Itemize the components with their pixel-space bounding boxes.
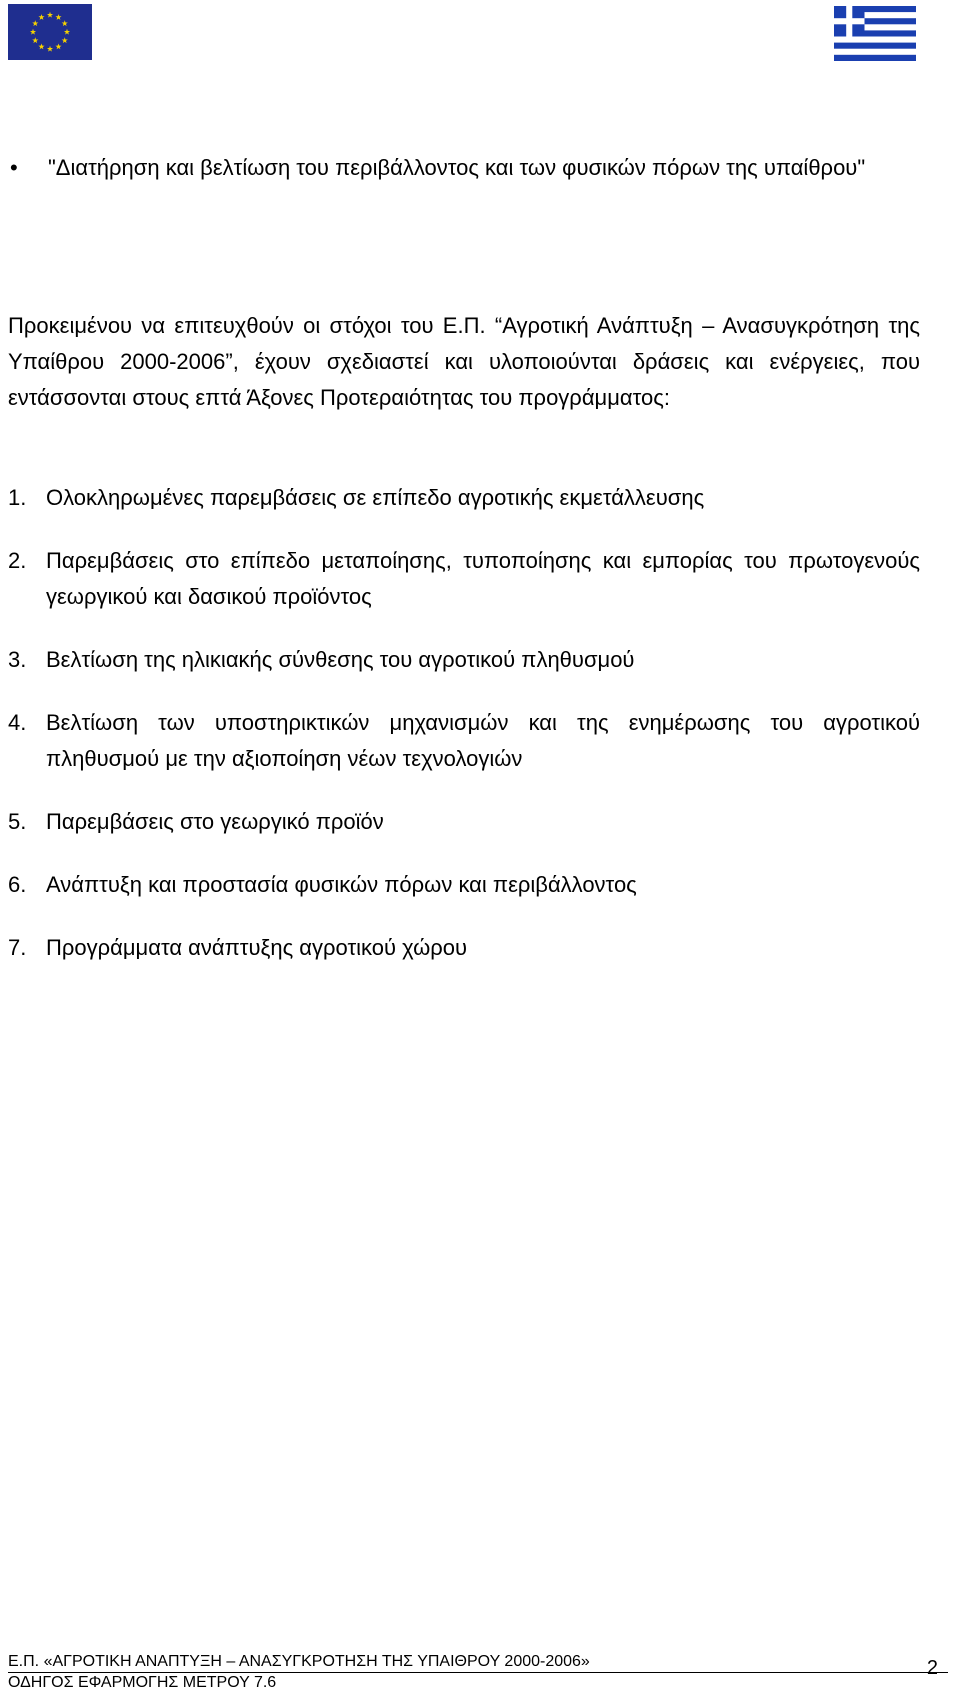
- list-item-number: 2.: [8, 548, 27, 573]
- list-item: [8, 642, 920, 678]
- list-item-text: Ανάπτυξη και προστασία φυσικών πόρων και περιβάλλοντος: [46, 872, 637, 897]
- bullet-item: [8, 150, 920, 186]
- footer-programme-title: Ε.Π. «ΑΓΡΟΤΙΚΗ ΑΝΑΠΤΥΞΗ – ΑΝΑΣΥΓΚΡΟΤΗΣΗ ΤΗΣ ΥΠΑΙΘΡΟΥ 2000-2006»: [8, 1653, 590, 1670]
- bullet-text: "Διατήρηση και βελτίωση του περιβάλλοντος και των φυσικών πόρων της υπαίθρου": [48, 155, 866, 180]
- page-number: 2: [926, 1657, 938, 1679]
- list-item-text: Βελτίωση της ηλικιακής σύνθεσης του αγροτικού πληθυσμού: [46, 647, 635, 672]
- page-footer: [8, 1653, 958, 1692]
- greece-flag-icon: [834, 6, 916, 61]
- list-item: [8, 543, 920, 615]
- list-item-text: Ολοκληρωμένες παρεμβάσεις σε επίπεδο αγροτικής εκμετάλλευσης: [46, 485, 705, 510]
- list-item: [8, 705, 920, 777]
- list-item-number: 4.: [8, 710, 27, 735]
- priority-axes-list: [8, 480, 920, 993]
- list-item: [8, 867, 920, 903]
- list-item: [8, 804, 920, 840]
- bullet-symbol: •: [10, 155, 18, 180]
- intro-paragraph: Προκειμένου να επιτευχθούν οι στόχοι του Ε.Π. “Αγροτική Ανάπτυξη – Ανασυγκρότηση της Υπαίθρου 2000-2006”, έχουν σχεδιαστεί και υλοποιούνται δράσεις και ενέργειες, που εντάσσονται στους επτά Άξονες Προτεραιότητας του προγράμματος:: [8, 313, 920, 410]
- list-item-number: 3.: [8, 647, 27, 672]
- eu-flag-icon: [8, 4, 92, 60]
- footer-divider: [8, 1672, 948, 1673]
- footer-guide-title: ΟΔΗΓΟΣ ΕΦΑΡΜΟΓΗΣ ΜΕΤΡΟΥ 7.6: [8, 1674, 277, 1691]
- list-item-text: Βελτίωση των υποστηρικτικών μηχανισμών και της ενημέρωσης του αγροτικού πληθυσμού με την αξιοποίηση νέων τεχνολογιών: [46, 710, 920, 771]
- list-item-text: Προγράμματα ανάπτυξης αγροτικού χώρου: [46, 935, 468, 960]
- list-item-number: 5.: [8, 809, 27, 834]
- list-item-number: 6.: [8, 872, 27, 897]
- list-item-text: Παρεμβάσεις στο επίπεδο μεταποίησης, τυποποίησης και εμπορίας του πρωτογενούς γεωργικού και δασικού προϊόντος: [46, 548, 920, 609]
- list-item-number: 1.: [8, 485, 27, 510]
- list-item: [8, 480, 920, 516]
- list-item: [8, 930, 920, 966]
- list-item-text: Παρεμβάσεις στο γεωργικό προϊόν: [46, 809, 384, 834]
- list-item-number: 7.: [8, 935, 27, 960]
